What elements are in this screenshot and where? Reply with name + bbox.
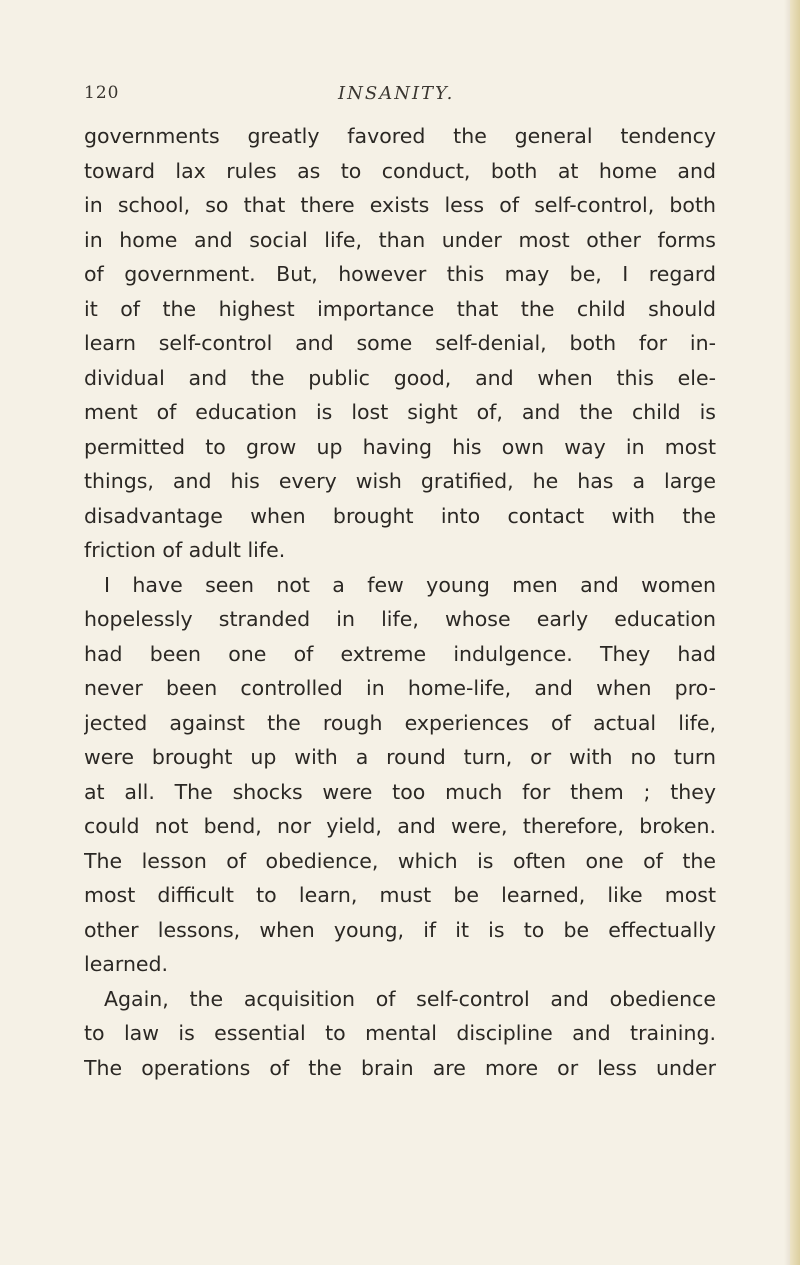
- text-line: toward lax rules as to conduct, both at home and: [84, 158, 716, 183]
- text-line: hopelessly stranded in life, whose early education: [84, 607, 716, 631]
- text-line: friction of adult life.: [84, 538, 286, 562]
- text-line: The operations of the brain are more or less under: [84, 1055, 716, 1080]
- text-line: of government. But, however this may be, I regard: [84, 262, 716, 286]
- text-line: other lessons, when young, if it is to be effectually: [84, 917, 716, 942]
- text-line: things, and his every wish gratified, he has a large: [84, 469, 716, 493]
- text-line: permitted to grow up having his own way in most: [84, 434, 716, 459]
- page-edge-strip: [790, 0, 800, 1265]
- running-title: INSANITY.: [338, 83, 455, 104]
- text-line: had been one of extreme indulgence. They had: [84, 641, 716, 666]
- text-line: disadvantage when brought into contact with the: [84, 503, 716, 528]
- text-line: Again, the acquisition of self-control and obedience: [104, 986, 716, 1011]
- text-line: could not bend, nor yield, and were, therefore, broken.: [84, 814, 716, 838]
- text-line: never been controlled in home-life, and when pro-: [84, 676, 716, 700]
- text-line: most difficult to learn, must be learned, like most: [84, 883, 716, 907]
- text-line: it of the highest importance that the child should: [84, 296, 716, 321]
- text-line: learn self-control and some self-denial, both for in-: [84, 331, 716, 355]
- text-line: in home and social life, than under most other forms: [84, 227, 716, 252]
- text-line: dividual and the public good, and when this ele-: [84, 365, 716, 390]
- text-line: jected against the rough experiences of actual life,: [84, 710, 716, 735]
- text-line: learned.: [84, 952, 169, 976]
- text-line: to law is essential to mental discipline and training.: [84, 1021, 716, 1045]
- page-header: [84, 83, 704, 113]
- text-line: I have seen not a few young men and women: [104, 572, 716, 597]
- text-line: were brought up with a round turn, or with no turn: [84, 745, 716, 769]
- text-line: ment of education is lost sight of, and the child is: [84, 400, 716, 424]
- text-line: governments greatly favored the general tendency: [84, 124, 716, 148]
- text-line: at all. The shocks were too much for them ; they: [84, 779, 716, 804]
- text-line: in school, so that there exists less of self-control, both: [84, 193, 716, 217]
- text-line: The lesson of obedience, which is often one of the: [84, 848, 716, 873]
- body-text: [84, 119, 716, 1085]
- page-number: 120: [84, 83, 120, 103]
